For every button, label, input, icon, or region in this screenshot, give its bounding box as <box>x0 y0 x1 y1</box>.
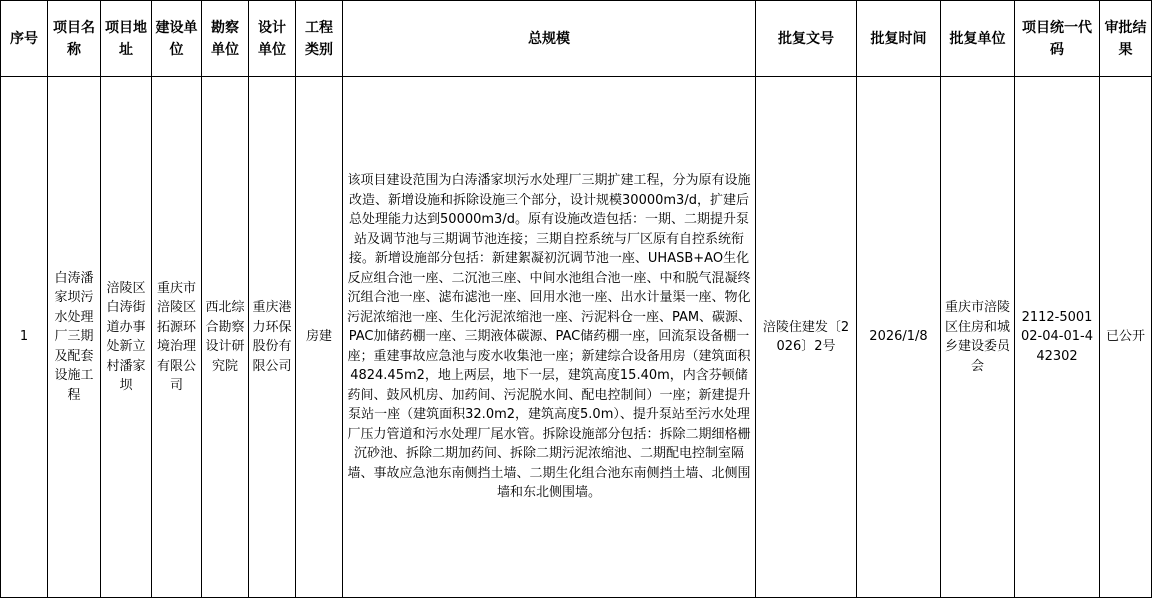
header-doc-no: 批复文号 <box>756 1 857 77</box>
cell-seq: 1 <box>1 77 48 598</box>
cell-project-name: 白涛潘家坝污水处理厂三期及配套设施工程 <box>48 77 101 598</box>
header-builder: 建设单位 <box>152 1 202 77</box>
cell-doc-no: 涪陵住建发〔2026〕2号 <box>756 77 857 598</box>
cell-scale: 该项目建设范围为白涛潘家坝污水处理厂三期扩建工程，分为原有设施改造、新增设施和拆除设施三个部分，设计规模30000m3/d，扩建后总处理能力达到50000m3/d。原有设施改造包括：一期、二期提升泵站及调节池与三期调节池连接；三期自控系统与厂区原有自控系统衔接。新增设施部分包括：新建絮凝初沉调节池一座、UHASB+AO生化反应组合池一座、二沉池三座、中间水池组合池一座、中和脱气混凝终沉组合池一座、滤布滤池一座、回用水池一座、出水计量渠一座、物化污泥浓缩池一座、生化污泥浓缩池一座、污泥料仓一座、PAM、碳源、PAC加储药棚一座、三期液体碳源、PAC储药棚一座，回流泵设备棚一座；重建事故应急池与废水收集池一座；新建综合设备用房（建筑面积4824.45m2，地上两层，地下一层，建筑高度15.40m，内含芬顿储药间、鼓风机房、加药间、污泥脱水间、配电控制间）一座；新建提升泵站一座（建筑面积32.0m2，建筑高度5.0m）、提升泵站至污水处理厂压力管道和污水处理厂尾水管。拆除设施部分包括：拆除二期细格栅沉砂池、拆除二期加药间、拆除二期污泥浓缩池、二期配电控制室隔墙、事故应急池东南侧挡土墙、二期生化组合池东南侧挡土墙、北侧围墙和东北侧围墙。 <box>343 77 756 598</box>
header-scale: 总规模 <box>343 1 756 77</box>
header-project-site: 项目地址 <box>101 1 152 77</box>
cell-survey-unit: 西北综合勘察设计研究院 <box>202 77 249 598</box>
cell-date: 2026/1/8 <box>857 77 941 598</box>
header-seq: 序号 <box>1 1 48 77</box>
header-result: 审批结果 <box>1100 1 1152 77</box>
cell-result: 已公开 <box>1100 77 1152 598</box>
header-approver: 批复单位 <box>941 1 1015 77</box>
table-row <box>1 77 1152 598</box>
cell-design-unit: 重庆港力环保股份有限公司 <box>249 77 296 598</box>
header-date: 批复时间 <box>857 1 941 77</box>
header-survey-unit: 勘察单位 <box>202 1 249 77</box>
cell-code: 2112-500102-04-01-442302 <box>1015 77 1100 598</box>
cell-builder: 重庆市涪陵区拓源环境治理有限公司 <box>152 77 202 598</box>
cell-project-site: 涪陵区白涛街道办事处新立村潘家坝 <box>101 77 152 598</box>
header-project-name: 项目名称 <box>48 1 101 77</box>
cell-category: 房建 <box>296 77 343 598</box>
header-category: 工程类别 <box>296 1 343 77</box>
header-row <box>1 1 1152 77</box>
header-design-unit: 设计单位 <box>249 1 296 77</box>
header-code: 项目统一代码 <box>1015 1 1100 77</box>
cell-approver: 重庆市涪陵区住房和城乡建设委员会 <box>941 77 1015 598</box>
